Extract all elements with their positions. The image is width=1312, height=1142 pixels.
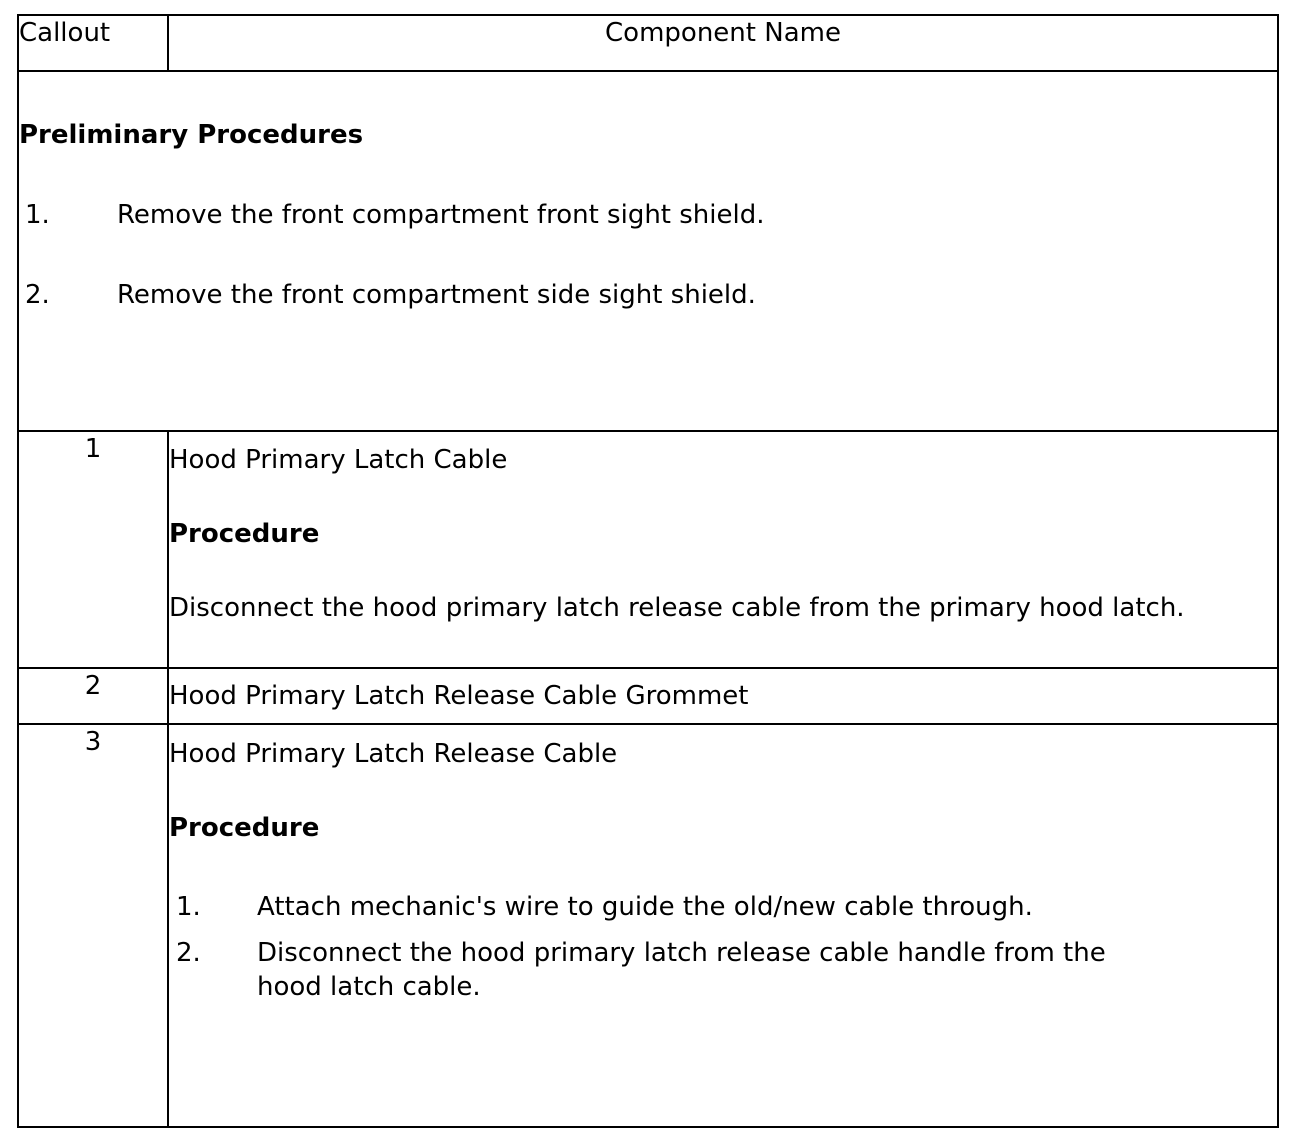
header-callout: Callout — [18, 15, 168, 71]
component-cell — [168, 431, 1278, 668]
preliminary-step — [19, 198, 1277, 232]
step-number: 1. — [25, 200, 50, 230]
procedure-label: Procedure — [169, 813, 320, 843]
step-text: Remove the front compartment side sight shield. — [117, 280, 756, 310]
procedure-steps — [169, 890, 1277, 1004]
header-row — [18, 15, 1278, 71]
callout-cell: 1 — [18, 431, 168, 668]
preliminary-row — [18, 71, 1278, 431]
step-text: Remove the front compartment front sight shield. — [117, 200, 765, 230]
preliminary-steps — [19, 198, 1277, 312]
component-name: Hood Primary Latch Release Cable Grommet — [168, 668, 1278, 724]
component-name: Hood Primary Latch Release Cable — [169, 739, 618, 769]
preliminary-title: Preliminary Procedures — [19, 120, 364, 150]
table-row — [18, 724, 1278, 1127]
step-number: 2. — [176, 938, 201, 968]
component-name: Hood Primary Latch Cable — [169, 445, 508, 475]
callout-cell: 2 — [18, 668, 168, 724]
component-table — [17, 14, 1279, 1128]
component-cell — [168, 724, 1278, 1127]
procedure-label: Procedure — [169, 519, 320, 549]
header-component-name: Component Name — [168, 15, 1278, 71]
step-text: Attach mechanic's wire to guide the old/new cable through. — [257, 892, 1033, 922]
preliminary-step — [19, 278, 1277, 312]
table-row — [18, 668, 1278, 724]
step-number: 1. — [176, 892, 201, 922]
preliminary-cell — [18, 71, 1278, 431]
step-text: Disconnect the hood primary latch release cable handle from the hood latch cable. — [257, 938, 1106, 1002]
procedure-step — [169, 936, 1277, 1004]
table-row — [18, 431, 1278, 668]
callout-cell: 3 — [18, 724, 168, 1127]
procedure-text: Disconnect the hood primary latch release cable from the primary hood latch. — [169, 593, 1185, 623]
procedure-step — [169, 890, 1277, 924]
step-number: 2. — [25, 280, 50, 310]
